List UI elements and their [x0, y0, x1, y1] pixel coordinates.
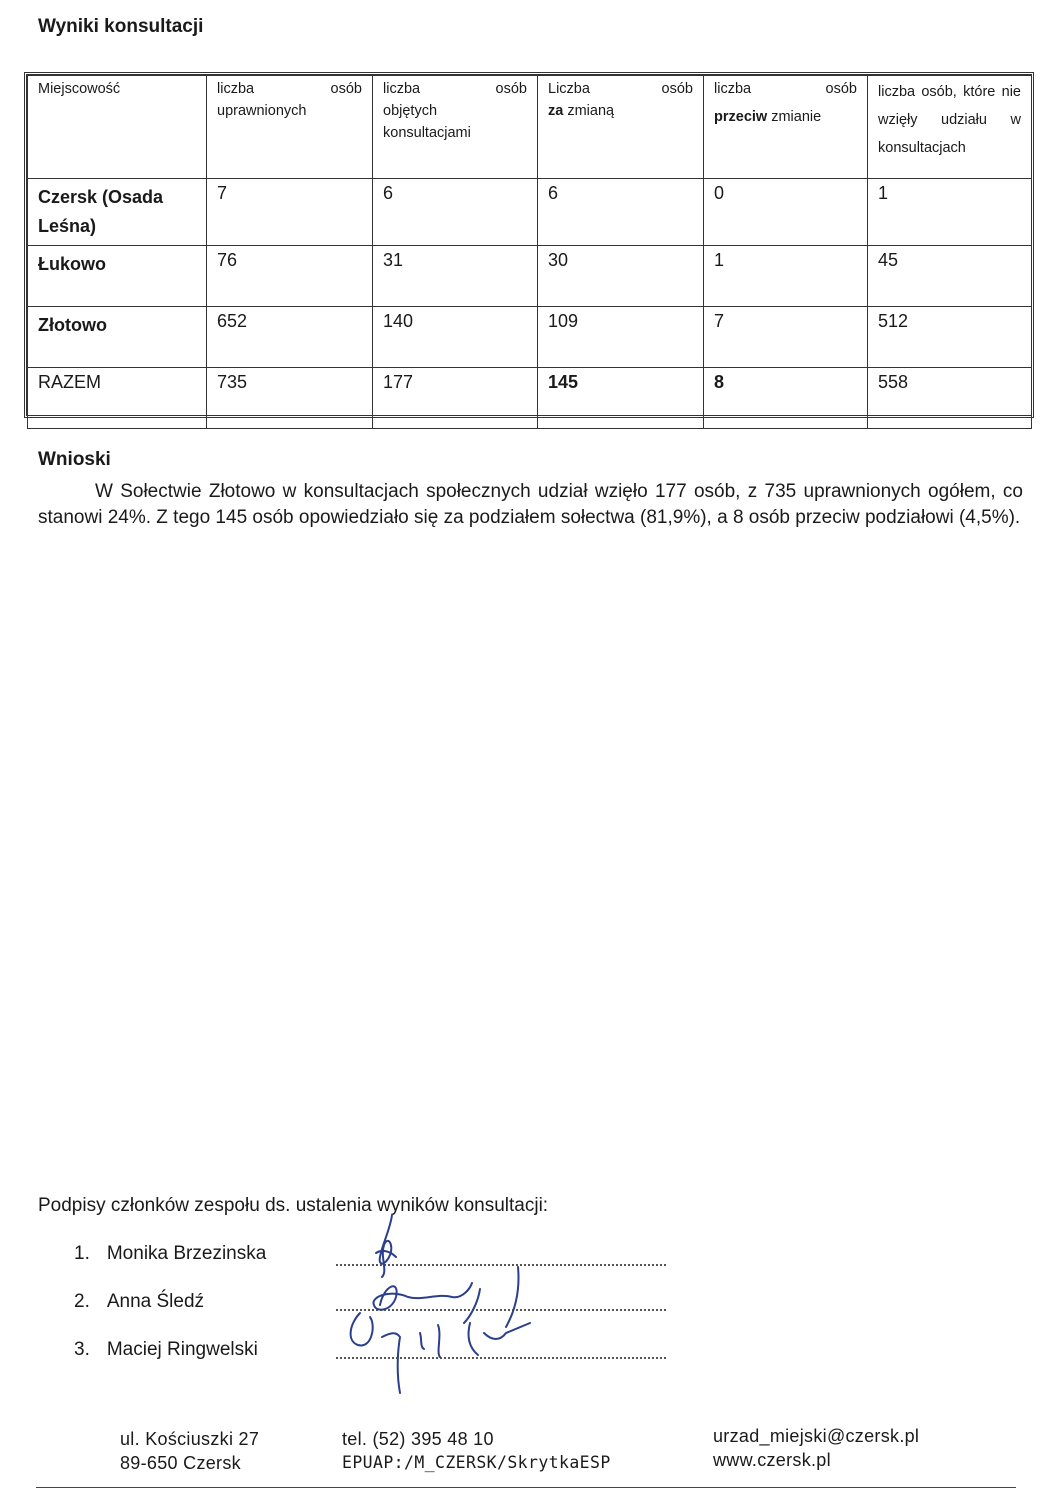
cell-uprawnionych: 7: [207, 179, 373, 246]
footer-postcode: 89-650 Czersk: [120, 1453, 241, 1473]
cell-za: 6: [538, 179, 704, 246]
header-label-bold: przeciw: [714, 109, 768, 125]
cell-za: 109: [538, 307, 704, 368]
signatory-name: Monika Brzezinska: [106, 1243, 267, 1264]
page-title: Wyniki konsultacji: [38, 16, 204, 37]
conclusions-paragraph: [38, 479, 1023, 531]
cell-uprawnionych: 652: [207, 307, 373, 368]
header-label: osób: [495, 81, 527, 97]
footer-website[interactable]: www.czersk.pl: [713, 1450, 831, 1470]
footer-online: [713, 1424, 919, 1472]
cell-place: Złotowo: [28, 307, 207, 368]
signatory-row: [74, 1339, 258, 1361]
table-row: [28, 179, 1032, 246]
signatory-name: Anna Śledź: [106, 1291, 205, 1312]
signatory-row: [74, 1243, 266, 1265]
header-label: liczba: [383, 81, 421, 97]
cell-place: RAZEM: [28, 368, 207, 429]
cell-place: Łukowo: [28, 246, 207, 307]
cell-za: 30: [538, 246, 704, 307]
signatory-number: 2.: [74, 1291, 90, 1312]
handwritten-signatures: [330, 1205, 550, 1405]
header-label: osób: [661, 81, 693, 97]
footer-address: [120, 1427, 259, 1475]
header-label: Liczba: [548, 81, 590, 97]
header-label: zmianie: [767, 109, 822, 125]
footer-epuap: EPUAP:/M_CZERSK/SkrytkaESP: [342, 1453, 611, 1472]
footer-email[interactable]: urzad_miejski@czersk.pl: [713, 1426, 920, 1446]
table-row-total: [28, 368, 1032, 429]
header-label: osób: [330, 81, 362, 97]
header-label: liczba: [714, 81, 752, 97]
signatory-name: Maciej Ringwelski: [106, 1339, 258, 1360]
header-nie-wzielo: [868, 76, 1032, 179]
cell-uprawnionych: 76: [207, 246, 373, 307]
header-label: uprawnionych: [217, 103, 307, 119]
cell-przeciw: 7: [704, 307, 868, 368]
header-objetych: [373, 76, 538, 179]
cell-uprawnionych: 735: [207, 368, 373, 429]
header-label: objętych konsultacjami: [383, 103, 471, 141]
footer-phone: tel. (52) 395 48 10: [342, 1429, 494, 1449]
header-label: liczba: [217, 81, 255, 97]
cell-objetych: 31: [373, 246, 538, 307]
cell-nie-wzielo: 558: [868, 368, 1032, 429]
cell-objetych: 177: [373, 368, 538, 429]
header-miejscowosc: [28, 76, 207, 179]
cell-przeciw: 0: [704, 179, 868, 246]
conclusions-text: W Sołectwie Złotowo w konsultacjach społecznych udział wzięło 177 osób, z 735 uprawnionych ogółem, co stanowi 24%. Z tego 145 osób opowiedziało się za podziałem sołectwa (81,9%), a 8 osób przeciw podziałowi (4,5%).: [38, 481, 1023, 528]
signatory-number: 1.: [74, 1243, 90, 1264]
table-row: [28, 307, 1032, 368]
results-table-frame: [24, 72, 1034, 418]
header-uprawnionych: [207, 76, 373, 179]
cell-przeciw: 8: [704, 368, 868, 429]
signatory-number: 3.: [74, 1339, 90, 1360]
cell-przeciw: 1: [704, 246, 868, 307]
table-row: [28, 246, 1032, 307]
cell-nie-wzielo: 45: [868, 246, 1032, 307]
signatory-row: [74, 1291, 204, 1313]
header-label: osób: [825, 81, 857, 97]
header-przeciw: [704, 76, 868, 179]
cell-place: Czersk (Osada Leśna): [28, 179, 207, 246]
header-label: zmianą: [563, 103, 615, 119]
cell-objetych: 140: [373, 307, 538, 368]
header-label-bold: za: [548, 103, 564, 119]
cell-nie-wzielo: 512: [868, 307, 1032, 368]
header-label: liczba osób, które nie wzięły udziału w konsultacjach: [878, 84, 1021, 156]
cell-za: 145: [538, 368, 704, 429]
signatures-heading: Podpisy członków zespołu ds. ustalenia wyników konsultacji:: [38, 1195, 549, 1216]
table-header-row: [28, 76, 1032, 179]
header-label: Miejscowość: [38, 81, 121, 97]
cell-nie-wzielo: 1: [868, 179, 1032, 246]
conclusions-heading: Wnioski: [38, 449, 111, 470]
results-table: [27, 75, 1032, 429]
footer-contact: [342, 1427, 611, 1475]
footer-street: ul. Kościuszki 27: [120, 1429, 260, 1449]
footer-divider: [36, 1487, 1016, 1488]
cell-objetych: 6: [373, 179, 538, 246]
header-za: [538, 76, 704, 179]
